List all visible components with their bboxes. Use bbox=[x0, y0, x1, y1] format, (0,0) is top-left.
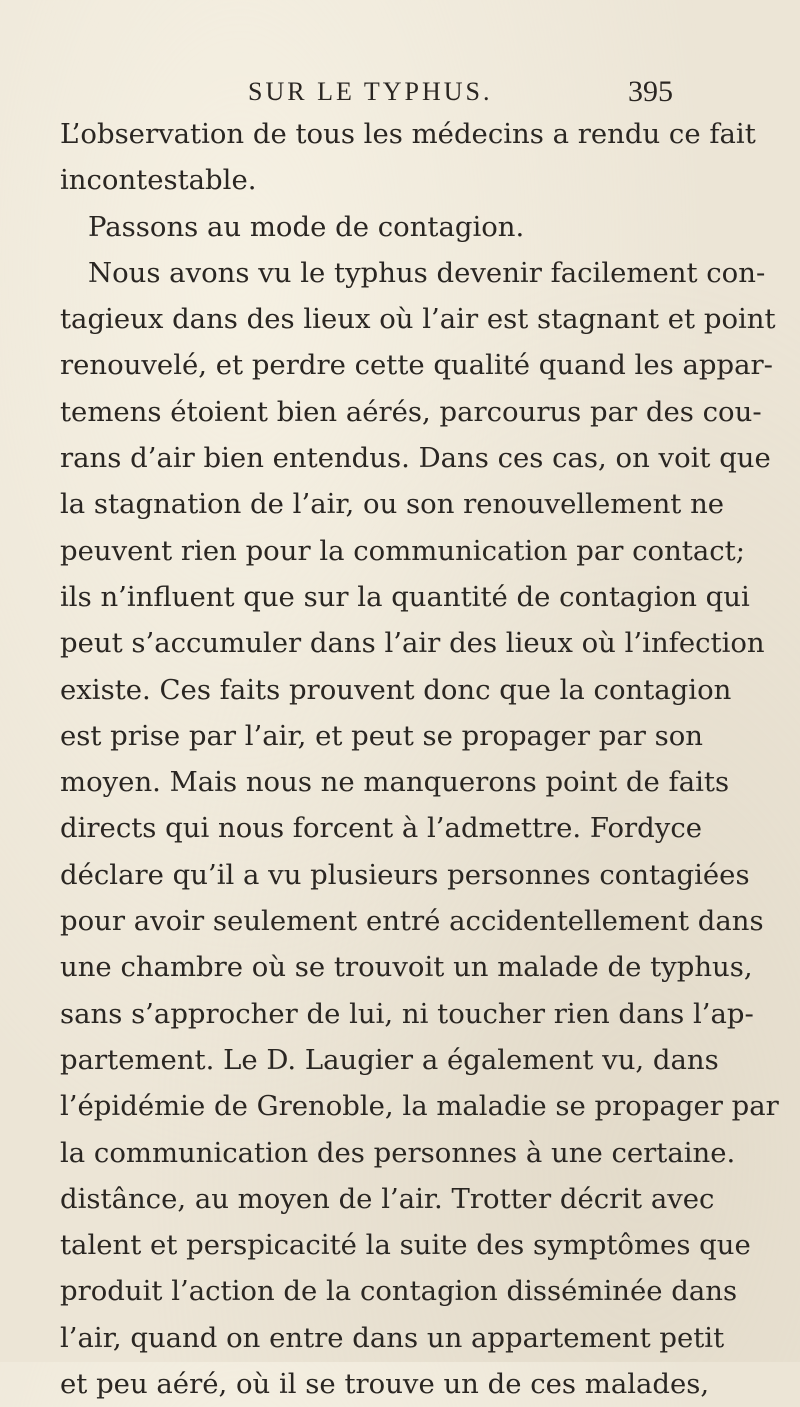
text-line: temens étoient bien aérés, parcourus par des cou- bbox=[60, 395, 762, 428]
text-line: incontestable. bbox=[60, 164, 257, 197]
text-line: la communication des personnes à une certaine. bbox=[60, 1136, 736, 1169]
running-head bbox=[0, 72, 800, 112]
text-line: moyen. Mais nous ne manquerons point de faits bbox=[60, 766, 730, 799]
text-line: une chambre où se trouvoit un malade de typhus, bbox=[60, 951, 753, 984]
text-line: l’épidémie de Grenoble, la maladie se propager par bbox=[60, 1090, 779, 1123]
text-line: peuvent rien pour la communication par contact; bbox=[60, 534, 745, 567]
text-line: directs qui nous forcent à l’admettre. Fordyce bbox=[60, 812, 702, 845]
text-line: sans s’approcher de lui, ni toucher rien dans l’ap- bbox=[60, 997, 754, 1030]
text-line: tagieux dans des lieux où l’air est stagnant et point bbox=[60, 303, 776, 336]
text-line: peut s’accumuler dans l’air des lieux où l’infection bbox=[60, 627, 765, 660]
text-line: talent et perspicacité la suite des symptômes que bbox=[60, 1229, 751, 1262]
running-title: SUR LE TYPHUS. bbox=[248, 77, 493, 106]
text-line: existe. Ces faits prouvent donc que la contagion bbox=[60, 673, 732, 706]
text-line: Nous avons vu le typhus devenir facilement con- bbox=[88, 256, 766, 289]
text-line: partement. Le D. Laugier a également vu, dans bbox=[60, 1043, 719, 1076]
text-line: produit l’action de la contagion disséminée dans bbox=[60, 1275, 738, 1308]
text-line: pour avoir seulement entré accidentellement dans bbox=[60, 905, 764, 938]
text-line: la stagnation de l’air, ou son renouvellement ne bbox=[60, 488, 725, 521]
text-line: l’air, quand on entre dans un appartement petit bbox=[60, 1321, 725, 1354]
text-line: L’observation de tous les médecins a rendu ce fait bbox=[60, 118, 756, 150]
text-line: ils n’influent que sur la quantité de contagion qui bbox=[60, 580, 750, 613]
text-line: renouvelé, et perdre cette qualité quand les appar- bbox=[60, 349, 773, 382]
page-number: 395 bbox=[628, 75, 673, 108]
text-line: Passons au mode de contagion. bbox=[88, 210, 525, 243]
text-line: rans d’air bien entendus. Dans ces cas, on voit que bbox=[60, 442, 771, 475]
text-line: est prise par l’air, et peut se propager par son bbox=[60, 719, 703, 752]
text-line: distânce, au moyen de l’air. Trotter décrit avec bbox=[60, 1182, 715, 1215]
text-line: déclare qu’il a vu plusieurs personnes contagiées bbox=[60, 858, 750, 891]
text-line: et peu aéré, où il se trouve un de ces malades, bbox=[60, 1368, 710, 1401]
body-text bbox=[60, 111, 779, 1407]
